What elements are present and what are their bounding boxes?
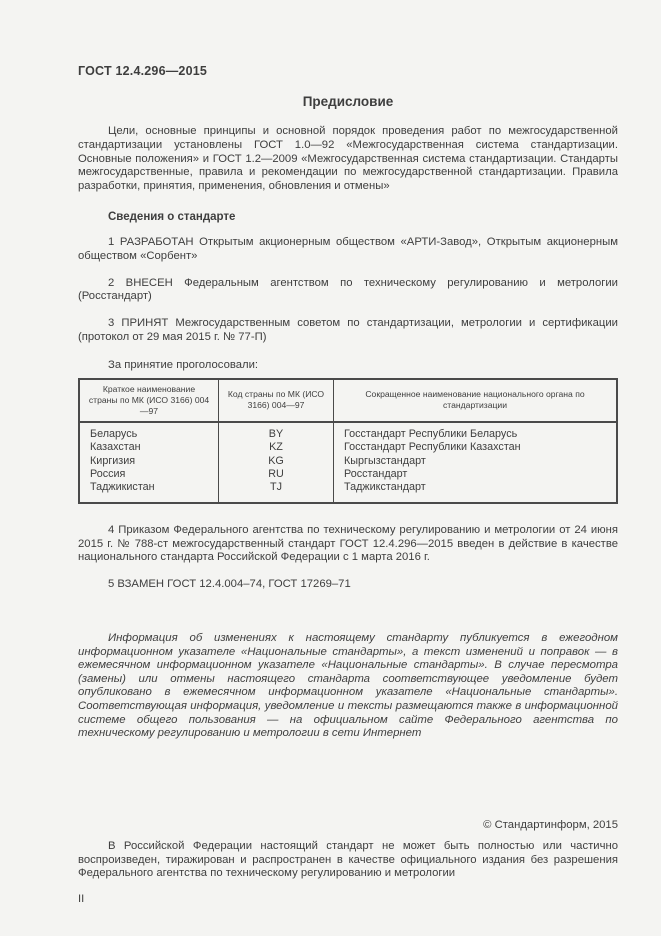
intro-paragraph: Цели, основные принципы и основной порядок проведения работ по межгосударственной стандартизации установлены ГОСТ 1.0—92 «Межгосударственная система стандартизации. Основные положения» и ГОСТ 1.2—2009 «Межгосударственная система стандартизации. Стандарты межгосударственные, правила и рекомендации по межгосударственной стандартизации. Правила разработки, принятия, применения, обновления и отмены»	[78, 125, 618, 193]
table-cell-country: Казахстан	[79, 441, 219, 454]
table-cell-code: BY	[219, 422, 334, 441]
table-cell-org: Госстандарт Республики Казахстан	[334, 441, 618, 454]
vote-table-body	[79, 422, 617, 503]
table-header-code: Код страны по МК (ИСО 3166) 004—97	[219, 379, 334, 422]
table-cell-country: Беларусь	[79, 422, 219, 441]
copyright-line: © Стандартинформ, 2015	[483, 818, 618, 831]
table-cell-country: Россия	[79, 468, 219, 481]
table-cell-country: Киргизия	[79, 455, 219, 468]
table-cell-code: RU	[219, 468, 334, 481]
table-row	[79, 422, 617, 441]
table-row	[79, 481, 617, 502]
table-cell-org: Таджикстандарт	[334, 481, 618, 502]
table-header-org: Сокращенное наименование национального органа по стандартизации	[334, 379, 618, 422]
section-heading-standard-info: Сведения о стандарте	[108, 210, 236, 223]
restriction-paragraph: В Российской Федерации настоящий стандарт не может быть полностью или частично воспроизведен, тиражирован и распространен в качестве официального издания без разрешения Федерального агентства по техническому регулированию и метрологии	[78, 839, 618, 880]
table-row	[79, 468, 617, 481]
table-cell-code: KZ	[219, 441, 334, 454]
standard-info-item-5: 5 ВЗАМЕН ГОСТ 12.4.004–74, ГОСТ 17269–71	[108, 578, 351, 591]
table-cell-org: Росстандарт	[334, 468, 618, 481]
gost-standard-header: ГОСТ 12.4.296—2015	[78, 64, 208, 78]
standard-info-item-4: 4 Приказом Федерального агентства по техническому регулированию и метрологии от 24 июня 2015 г. № 788-ст межгосударственный стандарт ГОСТ 12.4.296—2015 введен в действие в качестве национального стандарта Российской Федерации с 1 марта 2016 г.	[78, 523, 618, 564]
vote-table-head	[79, 379, 617, 422]
table-cell-code: KG	[219, 455, 334, 468]
table-row	[79, 441, 617, 454]
table-cell-country: Таджикистан	[79, 481, 219, 502]
table-header-country: Краткое наименование страны по МК (ИСО 3166) 004—97	[79, 379, 219, 422]
standard-info-item-1: 1 РАЗРАБОТАН Открытым акционерным обществом «АРТИ-Завод», Открытым акционерным обществом «Сорбент»	[78, 235, 618, 262]
table-header-row	[79, 379, 617, 422]
page-number: II	[78, 893, 85, 906]
info-notice-paragraph: Информация об изменениях к настоящему стандарту публикуется в ежегодном информационном указателе «Национальные стандарты», а текст изменений и поправок — в ежемесячном информационном указателе «Национальные стандарты». В случае пересмотра (замены) или отмены настоящего стандарта соответствующее уведомление будет опубликовано в ежемесячном информационном указателе «Национальные стандарты». Соответствующая информация, уведомление и тексты размещаются также в информационной системе общего пользования — на официальном сайте Федерального агентства по техническому регулированию и метрологии в сети Интернет	[78, 631, 618, 740]
standard-info-item-2: 2 ВНЕСЕН Федеральным агентством по техническому регулированию и метрологии (Росстандарт)	[78, 276, 618, 303]
table-cell-code: TJ	[219, 481, 334, 502]
table-row	[79, 455, 617, 468]
table-cell-org: Госстандарт Республики Беларусь	[334, 422, 618, 441]
vote-table	[78, 378, 618, 504]
page-title: Предисловие	[302, 94, 394, 109]
page-content	[78, 64, 618, 905]
vote-label: За принятие проголосовали:	[108, 358, 259, 371]
standard-info-item-3: 3 ПРИНЯТ Межгосударственным советом по стандартизации, метрологии и сертификации (протокол от 29 мая 2015 г. № 77-П)	[78, 317, 618, 343]
table-cell-org: Кыргызстандарт	[334, 455, 618, 468]
